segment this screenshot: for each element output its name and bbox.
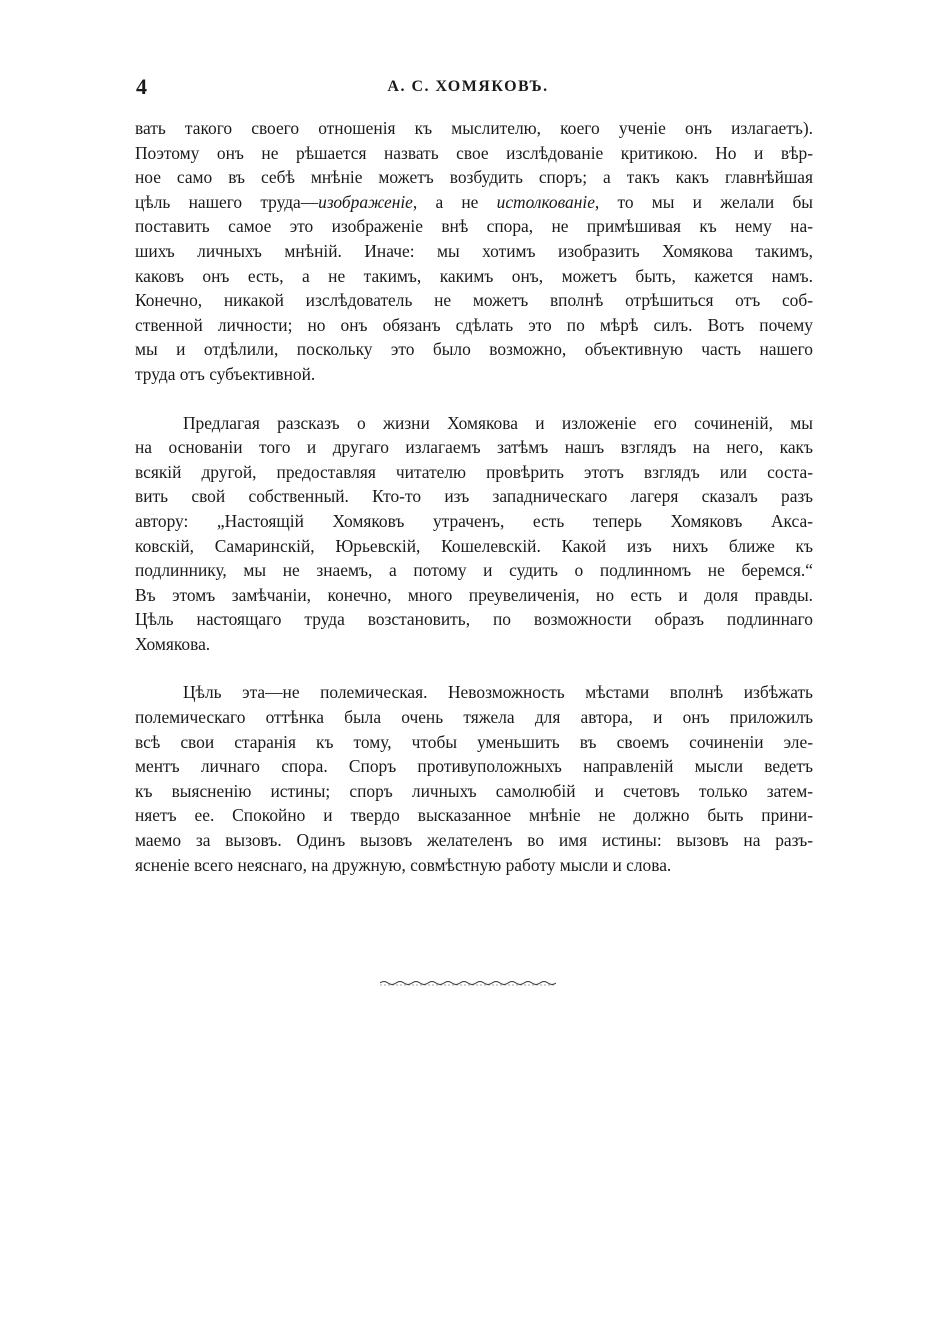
text-line: Хомякова. [135,633,211,654]
text-line: всѣ свои старанія къ тому, чтобы уменьшить въ своемъ сочиненіи эле- [135,731,813,752]
text-line: шихъ личныхъ мнѣній. Иначе: мы хотимъ изобразить Хомякова такимъ, [135,240,813,261]
text-line: маемо за вызовъ. Одинъ вызовъ желателенъ во имя истины: вызовъ на разъ- [135,830,813,851]
text-line: подлиннику, мы не знаемъ, а потому и судить о подлинномъ не беремся.“ [135,560,813,581]
end-ornament-rule [380,978,556,988]
text-line: Конечно, никакой изслѣдователь не можетъ вполнѣ отрѣшиться отъ соб- [135,290,813,311]
text-run: , то мы и желали бы [594,191,813,212]
text-line: мы и отдѣлили, поскольку это было возможно, объективную часть нашего [135,339,813,360]
text-line: на основаніи того и другаго излагаемъ затѣмъ нашъ взглядъ на него, какъ [135,437,813,458]
text-line: вать такого своего отношенія къ мыслителю, коего ученіе онъ излагаетъ). [135,118,813,138]
text-line: каковъ онъ есть, а не такимъ, какимъ онъ, можетъ быть, кажется намъ. [135,265,813,286]
text-line: къ выясненію истины; споръ личныхъ самолюбій и счетовъ только затем- [135,780,813,801]
text-line: полемическаго оттѣнка была очень тяжела для автора, и онъ приложилъ [135,707,813,728]
italic-term: истолкованіе [496,191,595,212]
text-line: вить свой собственный. Кто-то изъ западническаго лагеря сказалъ разъ [135,486,813,507]
text-line: ковскій, Самаринскій, Юрьевскій, Кошелевскій. Какой изъ нихъ ближе къ [135,535,813,556]
text-line: автору: „Настоящій Хомяковъ утраченъ, есть теперь Хомяковъ Акса- [135,510,813,531]
text-line: всякій другой, предоставляя читателю провѣрить этотъ взглядъ или соста- [135,461,813,482]
text-line: труда отъ субъективной. [135,363,316,384]
text-line: ментъ личнаго спора. Споръ противуположныхъ направленій мысли ведетъ [135,756,813,777]
text-line: Предлагая разсказъ о жизни Хомякова и изложеніе его сочиненій, мы [183,412,813,433]
text-line: ясненіе всего неяснаго, на дружную, совмѣстную работу мысли и слова. [135,854,672,875]
text-line: ственной личности; но онъ обязанъ сдѣлать это по мѣрѣ силъ. Вотъ почему [135,314,813,335]
text-line: ное само въ себѣ мнѣніе можетъ возбудить споръ; а такъ какъ главнѣйшая [135,167,813,188]
text-line: Цѣль настоящаго труда возстановить, по возможности образъ подлиннаго [135,609,813,630]
page-number: 4 [136,74,147,99]
running-title: А. С. ХОМЯКОВЪ. [387,78,549,95]
body-text [135,116,813,877]
paragraph-2 [135,411,813,657]
text-line: Цѣль эта—не полемическая. Невозможность мѣстами вполнѣ избѣжать [183,682,813,703]
text-line: поставить самое это изображеніе внѣ спора, не примѣшивая къ нему на- [135,216,813,237]
text-line: Въ этомъ замѣчаніи, конечно, много преувеличенія, но есть и доля правды. [135,584,813,605]
text-line: Поэтому онъ не рѣшается назвать свое изслѣдованіе критикою. Но и вѣр- [135,142,813,163]
text-line-with-italics [135,190,813,215]
paragraph-1 [135,116,813,387]
text-run: , а не [412,191,497,212]
text-run: цѣль нашего труда— [135,191,319,212]
italic-term: изображеніе [318,191,413,212]
paragraph-3 [135,680,813,877]
text-line: няетъ ее. Спокойно и твердо высказанное мнѣніе не должно быть прини- [135,805,813,826]
